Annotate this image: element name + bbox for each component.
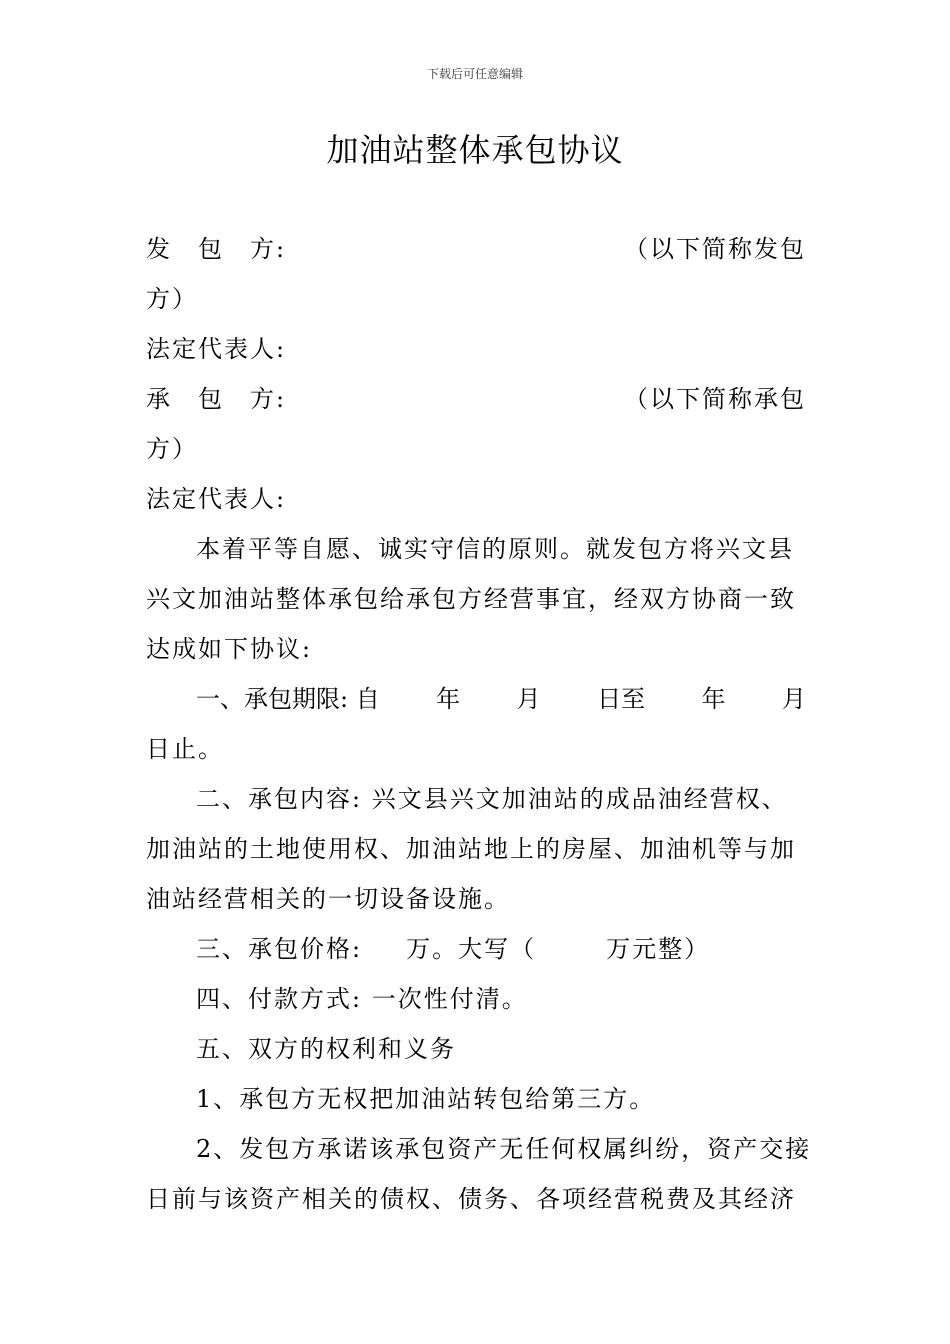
clause-1-continued: 日止。 xyxy=(146,735,224,763)
clause-1-part: 年 xyxy=(436,685,461,713)
contractor-note-continued: 方） xyxy=(146,435,198,463)
issuer-line xyxy=(146,234,806,264)
issuer-note-continued: 方） xyxy=(146,285,198,313)
clause-3-amount: 万。大写（ xyxy=(406,935,537,963)
preamble-line-2: 兴文加油站整体承包给承包方经营事宜，经双方协商一致 xyxy=(146,585,796,613)
clause-2-line-1: 二、承包内容: 兴文县兴文加油站的成品油经营权、 xyxy=(196,785,788,813)
page-header-note: 下载后可任意编辑 xyxy=(426,67,523,81)
clause-1-part: 月 xyxy=(781,685,806,713)
contractor-representative: 法定代表人: xyxy=(146,485,287,513)
issuer-note: （以下简称发包 xyxy=(624,235,806,263)
item-1: 1、承包方无权把加油站转包给第三方。 xyxy=(196,1085,656,1113)
contractor-line xyxy=(146,384,806,414)
preamble-line-1: 本着平等自愿、诚实守信的原则。就发包方将兴文县 xyxy=(196,535,794,563)
item-2-line-1: 2、发包方承诺该承包资产无任何权属纠纷，资产交接 xyxy=(196,1135,812,1163)
clause-1-part: 月 xyxy=(516,685,541,713)
clause-1-term xyxy=(196,684,806,714)
clause-2-line-2: 加油站的土地使用权、加油站地上的房屋、加油机等与加 xyxy=(146,835,796,863)
issuer-representative: 法定代表人: xyxy=(146,335,287,363)
clause-1-part: 一、承包期限: 自 xyxy=(196,685,380,713)
clause-1-part: 年 xyxy=(701,685,726,713)
contractor-label: 承 包 方: xyxy=(146,385,287,413)
item-2-line-2: 日前与该资产相关的债权、债务、各项经营税费及其经济 xyxy=(146,1185,796,1213)
clause-2-line-3: 油站经营相关的一切设备设施。 xyxy=(146,885,510,913)
document-title: 加油站整体承包协议 xyxy=(326,131,624,169)
contractor-note: （以下简称承包 xyxy=(624,385,806,413)
clause-3-amount-words: 万元整） xyxy=(606,935,711,963)
clause-3-price xyxy=(196,934,806,964)
issuer-label: 发 包 方: xyxy=(146,235,287,263)
clause-5-heading: 五、双方的权利和义务 xyxy=(196,1035,456,1063)
clause-3-label: 三、承包价格: xyxy=(196,935,363,963)
clause-4-payment: 四、付款方式: 一次性付清。 xyxy=(196,985,528,1013)
clause-1-part: 日至 xyxy=(597,685,646,713)
preamble-line-3: 达成如下协议: xyxy=(146,635,313,663)
